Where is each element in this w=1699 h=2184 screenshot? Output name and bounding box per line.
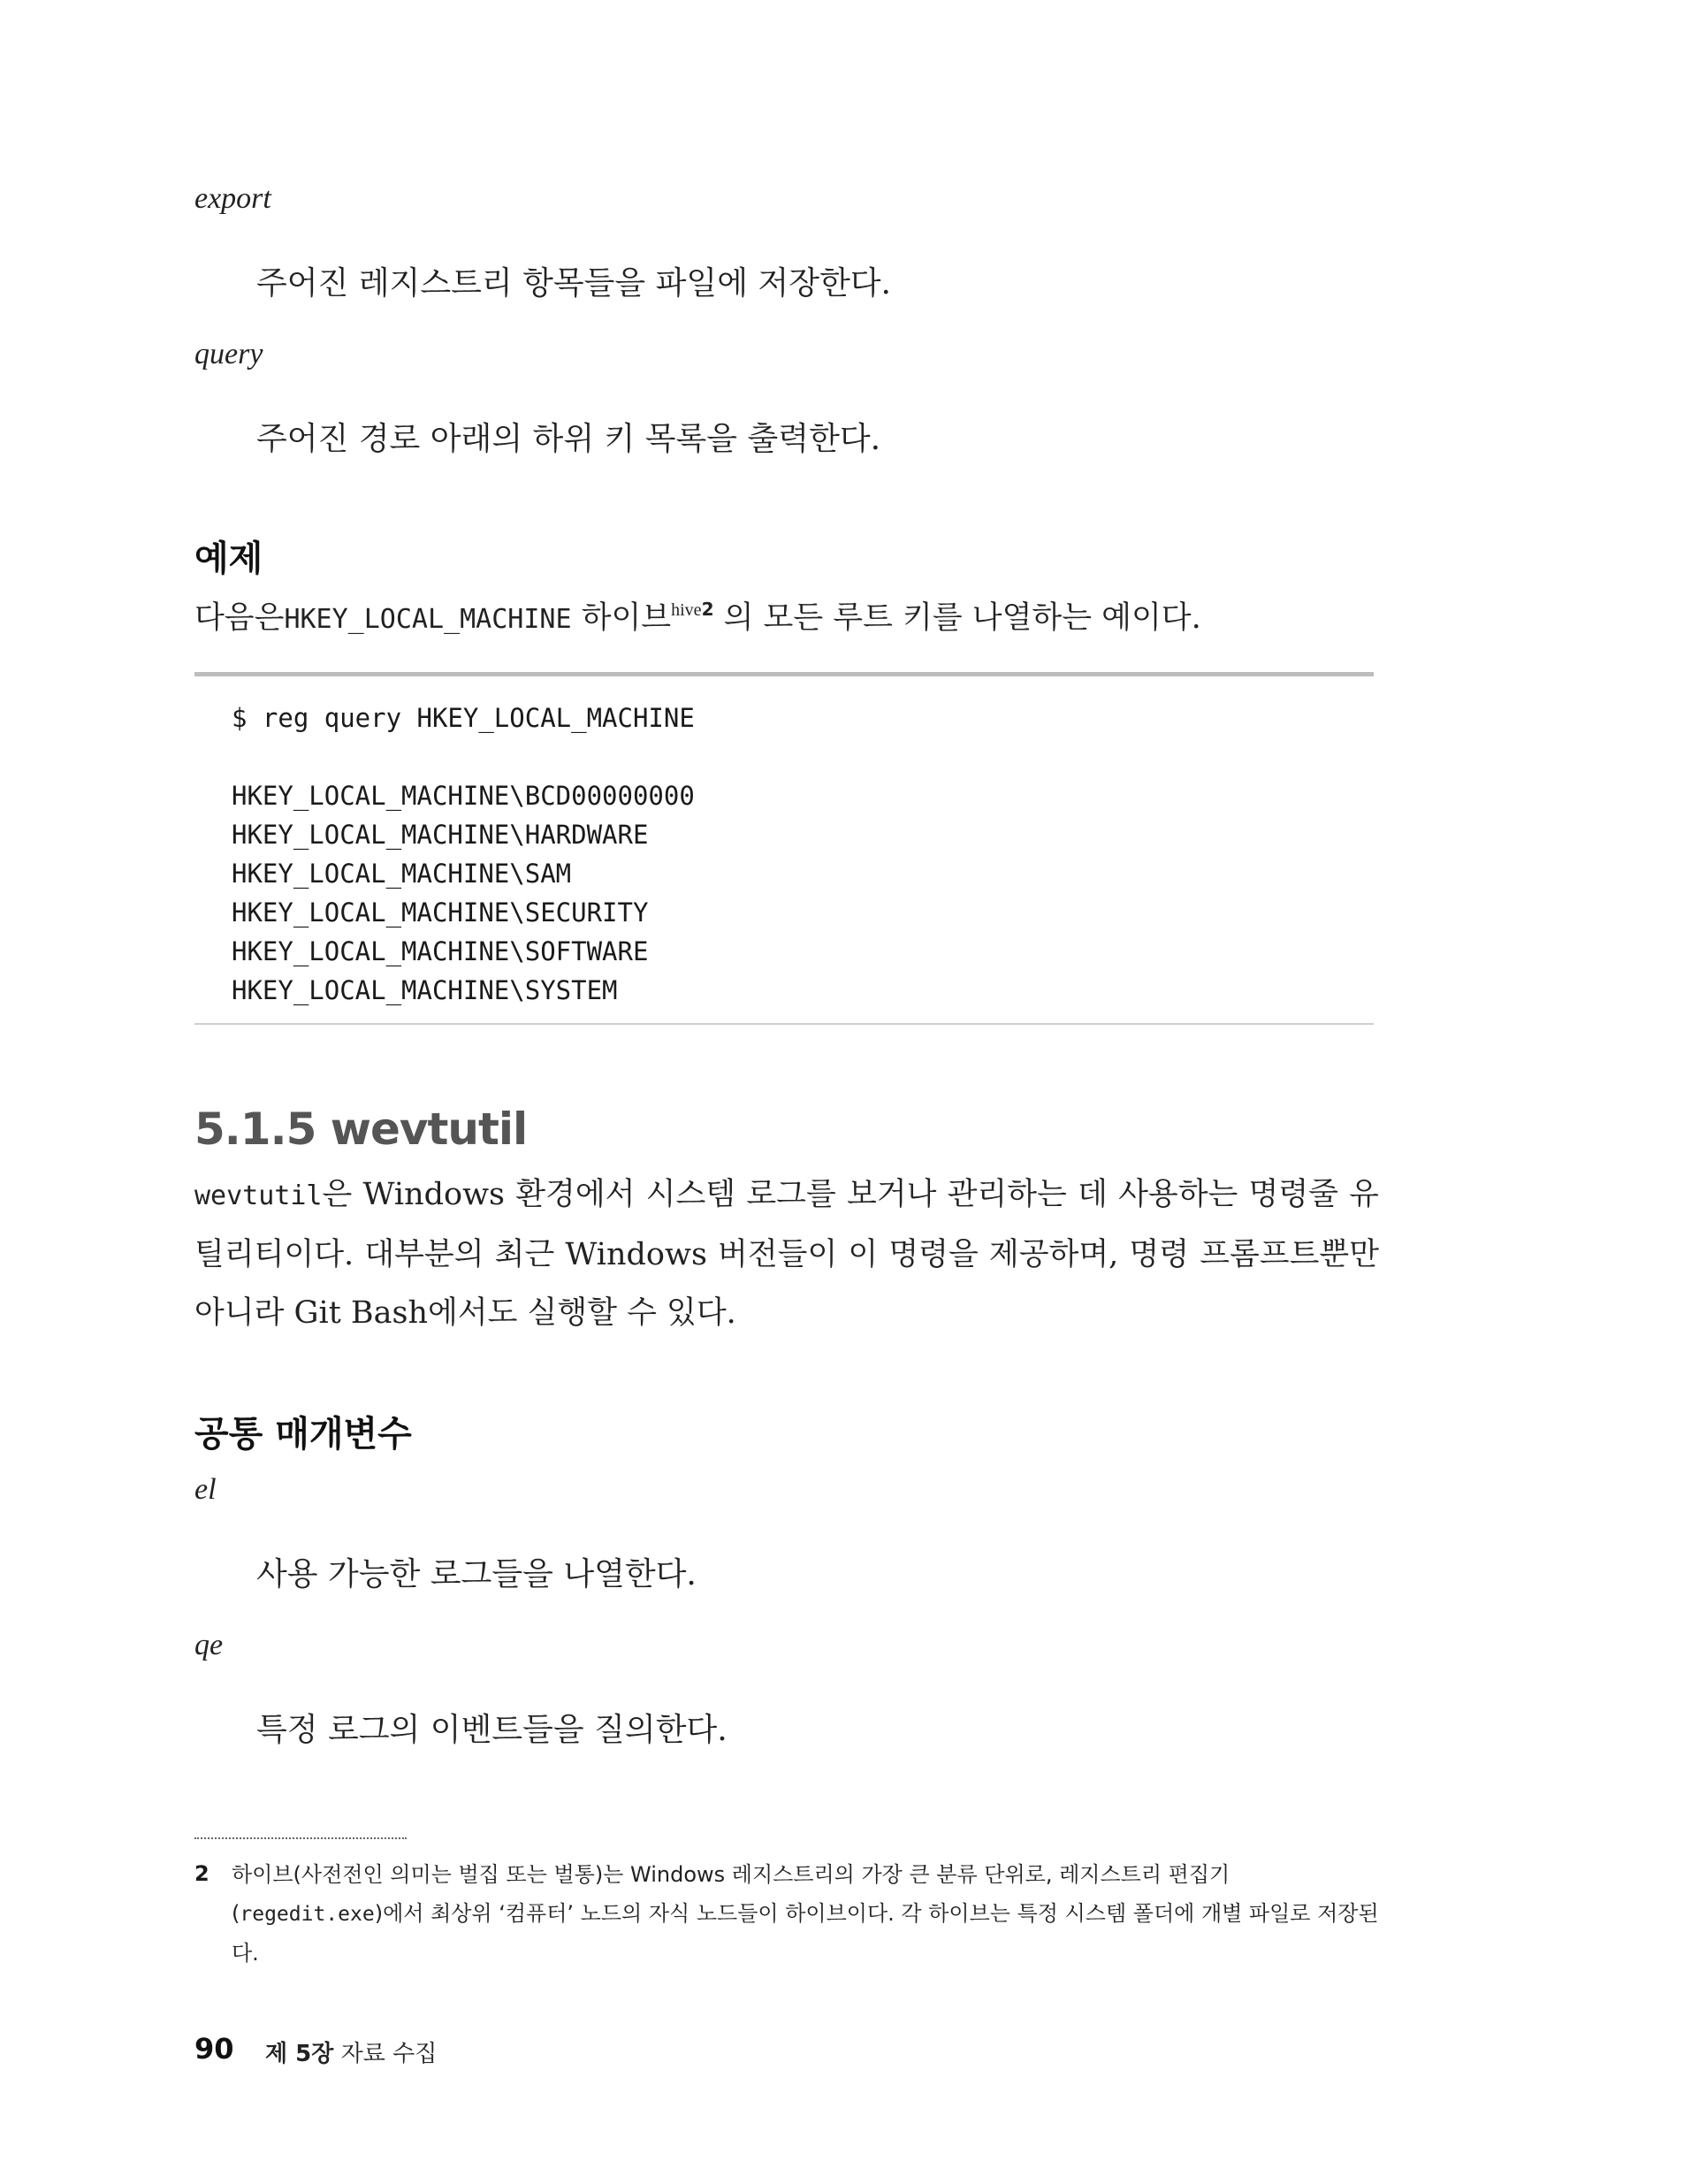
chapter-label: 제 5장 xyxy=(265,2041,334,2067)
section-paragraph-text: 은 Windows 환경에서 시스템 로그를 보거나 관리하는 데 사용하는 명령줄 유틸리티이다. 대부분의 최근 Windows 버전들이 이 명령을 제공하며, 명령 프롬프트뿐만 아니라 Git Bash에서도 실행할 수 있다. xyxy=(194,1177,1379,1331)
running-footer xyxy=(265,2035,437,2068)
param-term-el: el xyxy=(194,1473,217,1506)
section-number: 5.1.5 xyxy=(194,1103,316,1155)
param-desc-el: 사용 가능한 로그들을 나열한다. xyxy=(256,1556,697,1592)
section-heading xyxy=(194,1103,527,1155)
example-intro-after: 의 모든 루트 키를 나열하는 예이다. xyxy=(723,600,1201,636)
example-intro-middle: 하이브 xyxy=(581,600,672,636)
code-line-output: HKEY_LOCAL_MACHINE\HARDWARE xyxy=(232,820,649,850)
code-line-output: HKEY_LOCAL_MACHINE\SYSTEM xyxy=(232,975,618,1005)
option-desc-query: 주어진 경로 아래의 하위 키 목록을 출력한다. xyxy=(256,421,881,457)
code-line-output: HKEY_LOCAL_MACHINE\BCD00000000 xyxy=(232,781,695,811)
example-intro xyxy=(194,584,1379,645)
option-desc-export: 주어진 레지스트리 항목들을 파일에 저장한다. xyxy=(256,265,891,302)
section-paragraph xyxy=(194,1165,1379,1342)
param-desc-qe: 특정 로그의 이벤트들을 질의한다. xyxy=(256,1712,728,1748)
code-line-output: HKEY_LOCAL_MACHINE\SAM xyxy=(232,859,572,889)
params-heading: 공통 매개변수 xyxy=(194,1414,412,1455)
example-intro-code: HKEY_LOCAL_MACHINE xyxy=(284,604,572,635)
footnote-text-before: 하이브(사전전인 의미는 벌집 또는 벌통)는 Windows 레지스트리의 가장 큰 분류 단위로, 레지스트리 편집기( xyxy=(232,1862,1230,1926)
footnote-text xyxy=(232,1855,1381,1973)
footnote-ref xyxy=(671,600,713,620)
footnote-ref-number: 2 xyxy=(701,599,714,620)
code-line-output: HKEY_LOCAL_MACHINE\SOFTWARE xyxy=(232,936,649,966)
example-heading: 예제 xyxy=(194,538,263,579)
code-block xyxy=(194,672,1374,1025)
chapter-title: 자료 수집 xyxy=(340,2041,438,2067)
code-line-output: HKEY_LOCAL_MACHINE\SECURITY xyxy=(232,897,649,928)
footnote-ref-text: hive xyxy=(671,600,702,620)
option-term-export: export xyxy=(194,182,271,215)
param-term-qe: qe xyxy=(194,1629,224,1661)
footnote-number: 2 xyxy=(194,1861,210,1886)
section-paragraph-code: wevtutil xyxy=(194,1180,323,1211)
example-intro-before: 다음은 xyxy=(194,600,285,636)
section-title: wevtutil xyxy=(330,1103,528,1155)
option-term-query: query xyxy=(194,338,263,370)
footnote-code: regedit.exe xyxy=(240,1903,375,1926)
footnote-divider xyxy=(194,1837,407,1839)
code-line-command: $ reg query HKEY_LOCAL_MACHINE xyxy=(232,703,695,733)
page-number: 90 xyxy=(194,2032,234,2066)
footnote-text-after: )에서 최상위 ‘컴퓨터’ 노드의 자식 노드들이 하이브이다. 각 하이브는 특정 시스템 폴더에 개별 파일로 저장된다. xyxy=(232,1901,1379,1966)
